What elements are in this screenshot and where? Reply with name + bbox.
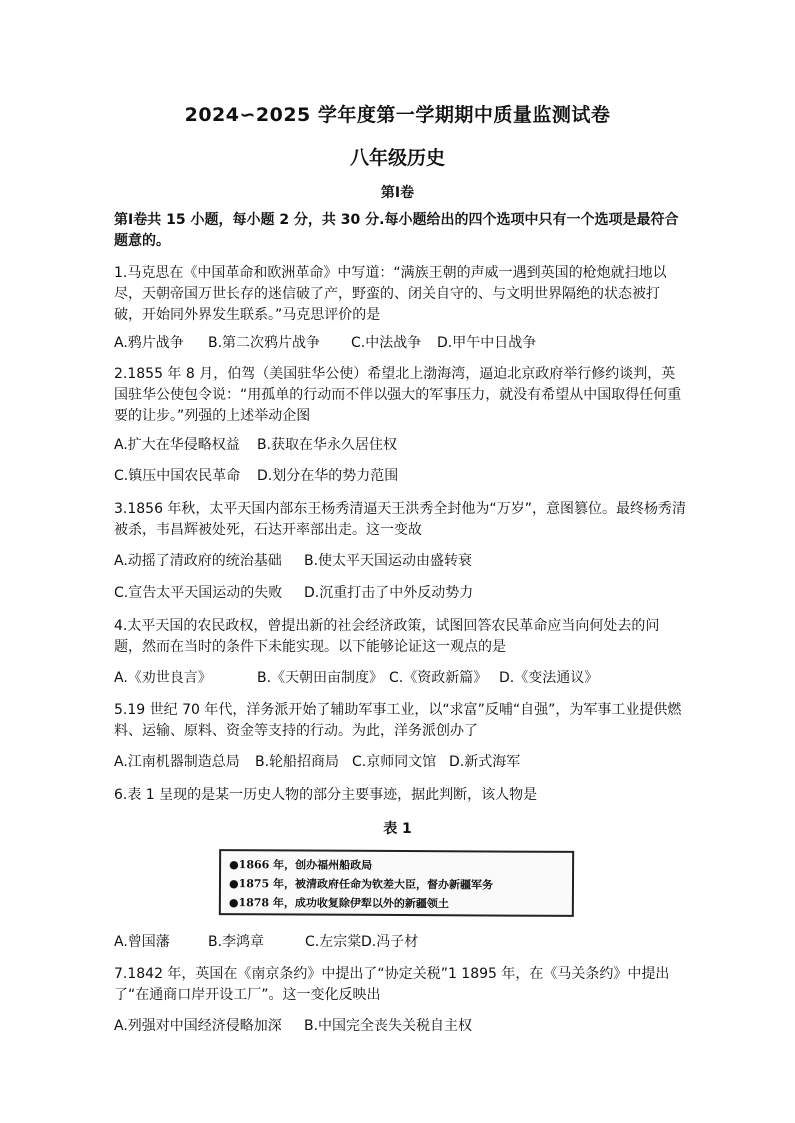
question-6-option-d: D.冯子材 <box>361 934 419 950</box>
question-4-stem: 4.太平天国的农民政权，曾提出新的社会经济政策，试图回答农民革命应当向何处去的问题，然而在当时的条件下未能实现。以下能够论证这一观点的是 <box>114 618 660 655</box>
question-6-stem: 6.表 1 呈现的是某一历史人物的部分主要事迹，据此判断，该人物是 <box>114 787 538 803</box>
question-2-option-c: C.镇压中国农民革命 <box>114 468 241 484</box>
table-1-row: ●1878 年，成功收复除伊犁以外的新疆领土 <box>228 896 449 911</box>
question-7-option-a: A.列强对中国经济侵略加深 <box>114 1018 282 1034</box>
question-3-stem: 3.1856 年秋，太平天国内部东王杨秀清逼天王洪秀全封他为“万岁”，意图篡位。最终杨秀清被杀，韦昌辉被处死，石达开率部出走。这一变故 <box>114 501 686 538</box>
question-4-option-c: C.《资政新篇》 <box>389 670 488 686</box>
question-1-option-c: C.中法战争 <box>351 335 422 351</box>
question-6-option-b: B.李鸿章 <box>208 934 265 950</box>
question-2-option-d: D.划分在华的势力范围 <box>257 468 399 484</box>
exam-subtitle: 八年级历史 <box>349 147 445 169</box>
question-7-option-b: B.中国完全丧失关税自主权 <box>304 1018 473 1034</box>
exam-title: 2024∽2025 学年度第一学期期中质量监测试卷 <box>184 104 611 126</box>
question-7-options <box>114 1016 694 1036</box>
question-1-option-a: A.鸦片战争 <box>114 335 184 351</box>
question-6-option-a: A.曾国藩 <box>114 934 170 950</box>
question-7-stem: 7.1842 年，英国在《南京条约》中提出了“协定关税”1 1895 年，在《马关条约》中提出了“在通商口岸开设工厂”。这一变化反映出 <box>114 966 670 1003</box>
question-5-options <box>114 752 694 772</box>
question-3-option-a: A.动摇了清政府的统治基础 <box>114 553 282 569</box>
question-5-option-a: A.江南机器制造总局 <box>114 754 240 770</box>
table-caption: 表 1 <box>383 821 412 837</box>
question-1-option-d: D.甲午中日战争 <box>437 335 537 351</box>
instructions: 第Ⅰ卷共 15 小题，每小题 2 分，共 30 分.每小题给出的四个选项中只有一个选项是最符合题意的。 <box>114 212 679 249</box>
question-2-options-row2 <box>114 466 694 486</box>
question-4-option-d: D.《变法通议》 <box>499 670 599 686</box>
question-3-options-row1 <box>114 551 694 571</box>
question-5-option-c: C.京师同文馆 <box>352 754 437 770</box>
section-title: 第Ⅰ卷 <box>380 185 415 201</box>
question-1-stem: 1.马克思在《中国革命和欧洲革命》中写道：“满族王朝的声威一遇到英国的枪炮就扫地以尽，天朝帝国万世长存的迷信破了产，野蛮的、闭关自守的、与文明世界隔绝的状态被打破，开始同外界发生联系。”马克思评价的是 <box>114 265 667 323</box>
question-3-options-row2 <box>114 583 694 603</box>
question-6-options <box>114 932 694 952</box>
question-2-option-b: B.获取在华永久居住权 <box>257 437 398 453</box>
table-1 <box>219 849 574 917</box>
question-2-option-a: A.扩大在华侵略权益 <box>114 437 240 453</box>
table-1-row: ●1875 年，被清政府任命为钦差大臣，督办新疆军务 <box>228 877 494 892</box>
question-3-option-b: B.使太平天国运动由盛转衰 <box>304 553 473 569</box>
question-2-stem: 2.1855 年 8 月，伯驾（美国驻华公使）希望北上渤海湾，逼迫北京政府举行修约谈判，英国驻华公使包令说：“用孤单的行动而不伴以强大的军事压力，就没有希望从中国取得任何重要的让步。”列强的上述举动企图 <box>114 366 682 424</box>
question-2-options-row1 <box>114 435 694 455</box>
question-5-option-d: D.新式海军 <box>449 754 521 770</box>
question-5-stem: 5.19 世纪 70 年代，洋务派开始了辅助军事工业，以“求富”反哺“自强”，为军事工业提供燃料、运输、原料、资金等支持的行动。为此，洋务派创办了 <box>114 702 682 739</box>
question-3-option-c: C.宣告太平天国运动的失败 <box>114 585 283 601</box>
question-6-option-c: C.左宗棠 <box>305 934 362 950</box>
question-3-option-d: D.沉重打击了中外反动势力 <box>304 585 474 601</box>
question-1-option-b: B.第二次鸦片战争 <box>208 335 321 351</box>
question-5-option-b: B.轮船招商局 <box>255 754 340 770</box>
table-1-row: ●1866 年，创办福州船政局 <box>229 858 373 872</box>
question-1-options <box>114 333 694 353</box>
question-4-option-b: B.《天朝田亩制度》 <box>257 670 384 686</box>
question-4-options <box>114 668 694 688</box>
question-4-option-a: A.《劝世良言》 <box>114 670 212 686</box>
